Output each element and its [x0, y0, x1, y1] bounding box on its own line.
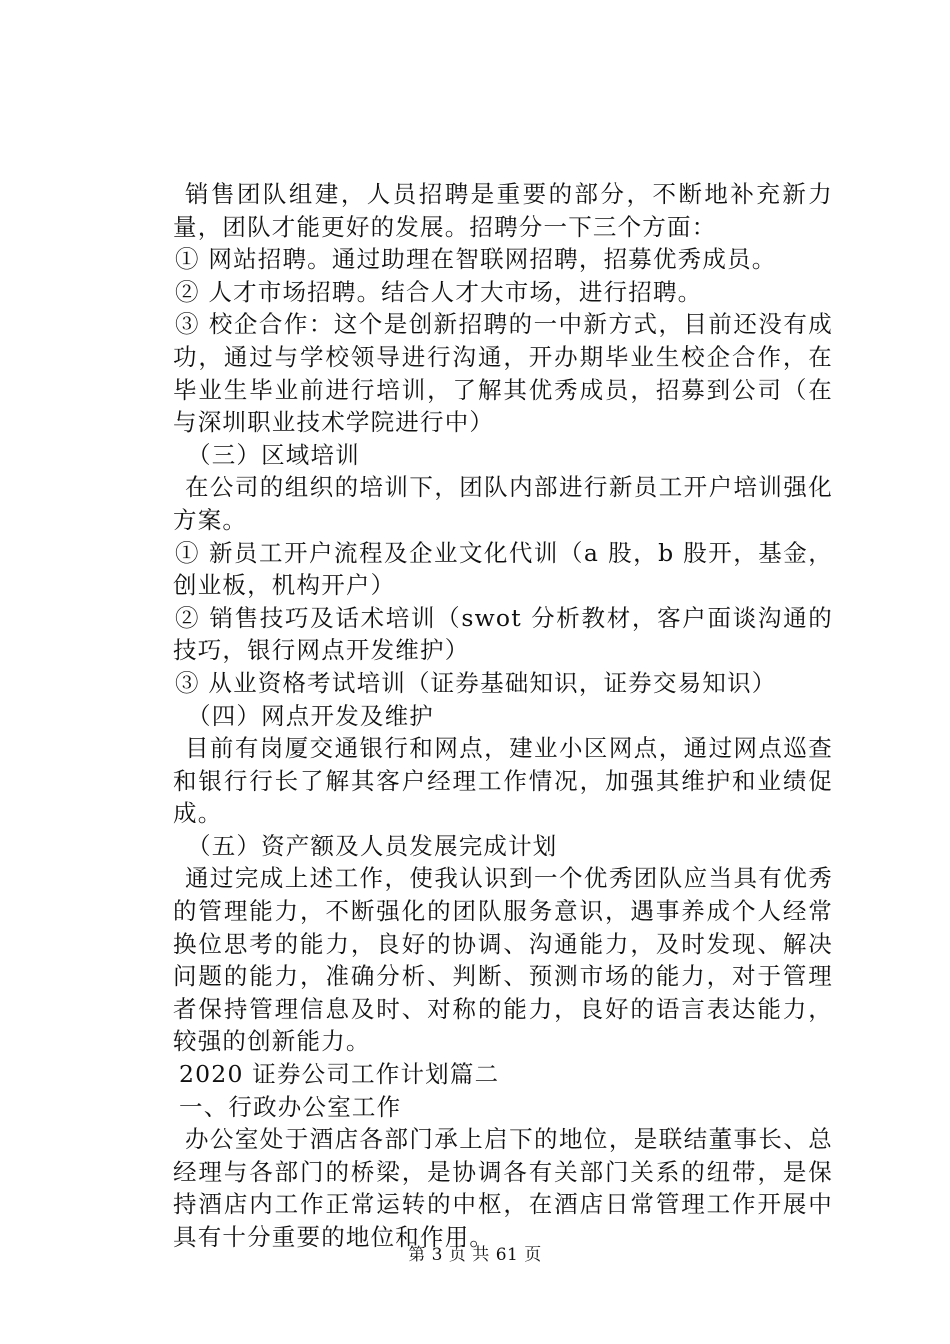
section-heading-regional-training: （三）区域培训 — [187, 440, 360, 469]
paragraph-admin-office: 办公室处于酒店各部门承上启下的地位，是联结董事长、总经理与各部门的桥梁，是协调各有关部门关系的纽带，是保持酒店内工作正常运转的中枢，在酒店日常管理工作开展中具有十分重要的地位和作用。 — [173, 1125, 833, 1251]
paragraph-summary: 通过完成上述工作，使我认识到一个优秀团队应当具有优秀的管理能力，不断强化的团队服务意识，遇事养成个人经常换位思考的能力，良好的协调、沟通能力，及时发现、解决问题的能力，准确分析、判断、预测市场的能力，对于管理者保持管理信息及时、对称的能力，良好的语言表达能力，较强的创新能力。 — [173, 864, 833, 1056]
list-item-website-recruitment: ① 网站招聘。通过助理在智联网招聘，招募优秀成员。 — [175, 245, 777, 274]
paragraph-training-intro: 在公司的组织的培训下，团队内部进行新员工开户培训强化方案。 — [173, 473, 833, 534]
page-number-footer: 第 3 页 共 61 页 — [408, 1245, 542, 1265]
list-item-sales-skills-training: ② 销售技巧及话术培训（swot 分析教材，客户面谈沟通的技巧，银行网点开发维护） — [173, 603, 833, 665]
list-item-account-process-training: ① 新员工开户流程及企业文化代训（a 股，b 股开，基金，创业板，机构开户） — [173, 538, 833, 600]
section-heading-asset-plan: （五）资产额及人员发展完成计划 — [187, 831, 558, 860]
document-body — [173, 178, 833, 1254]
paragraph-branch-development: 目前有岗厦交通银行和网点，建业小区网点，通过网点巡查和银行行长了解其客户经理工作情况，加强其维护和业绩促成。 — [173, 734, 833, 828]
list-item-talent-market-recruitment: ② 人才市场招聘。结合人才大市场，进行招聘。 — [175, 277, 703, 306]
paragraph-recruitment-intro: 销售团队组建，人员招聘是重要的部分，不断地补充新力量，团队才能更好的发展。招聘分一下三个方面： — [173, 180, 833, 241]
list-item-qualification-exam-training: ③ 从业资格考试培训（证券基础知识，证券交易知识） — [175, 668, 777, 697]
section-heading-admin-office: 一、行政办公室工作 — [179, 1092, 402, 1121]
section-heading-branch-development: （四）网点开发及维护 — [187, 701, 434, 730]
list-item-school-cooperation: ③ 校企合作：这个是创新招聘的一中新方式，目前还没有成功，通过与学校领导进行沟通，开办期毕业生校企合作，在毕业生毕业前进行培训，了解其优秀成员，招募到公司（在与深圳职业技术学院进行中） — [173, 310, 833, 437]
section-title-plan-part-two: 2020 证券公司工作计划篇二 — [179, 1060, 500, 1089]
